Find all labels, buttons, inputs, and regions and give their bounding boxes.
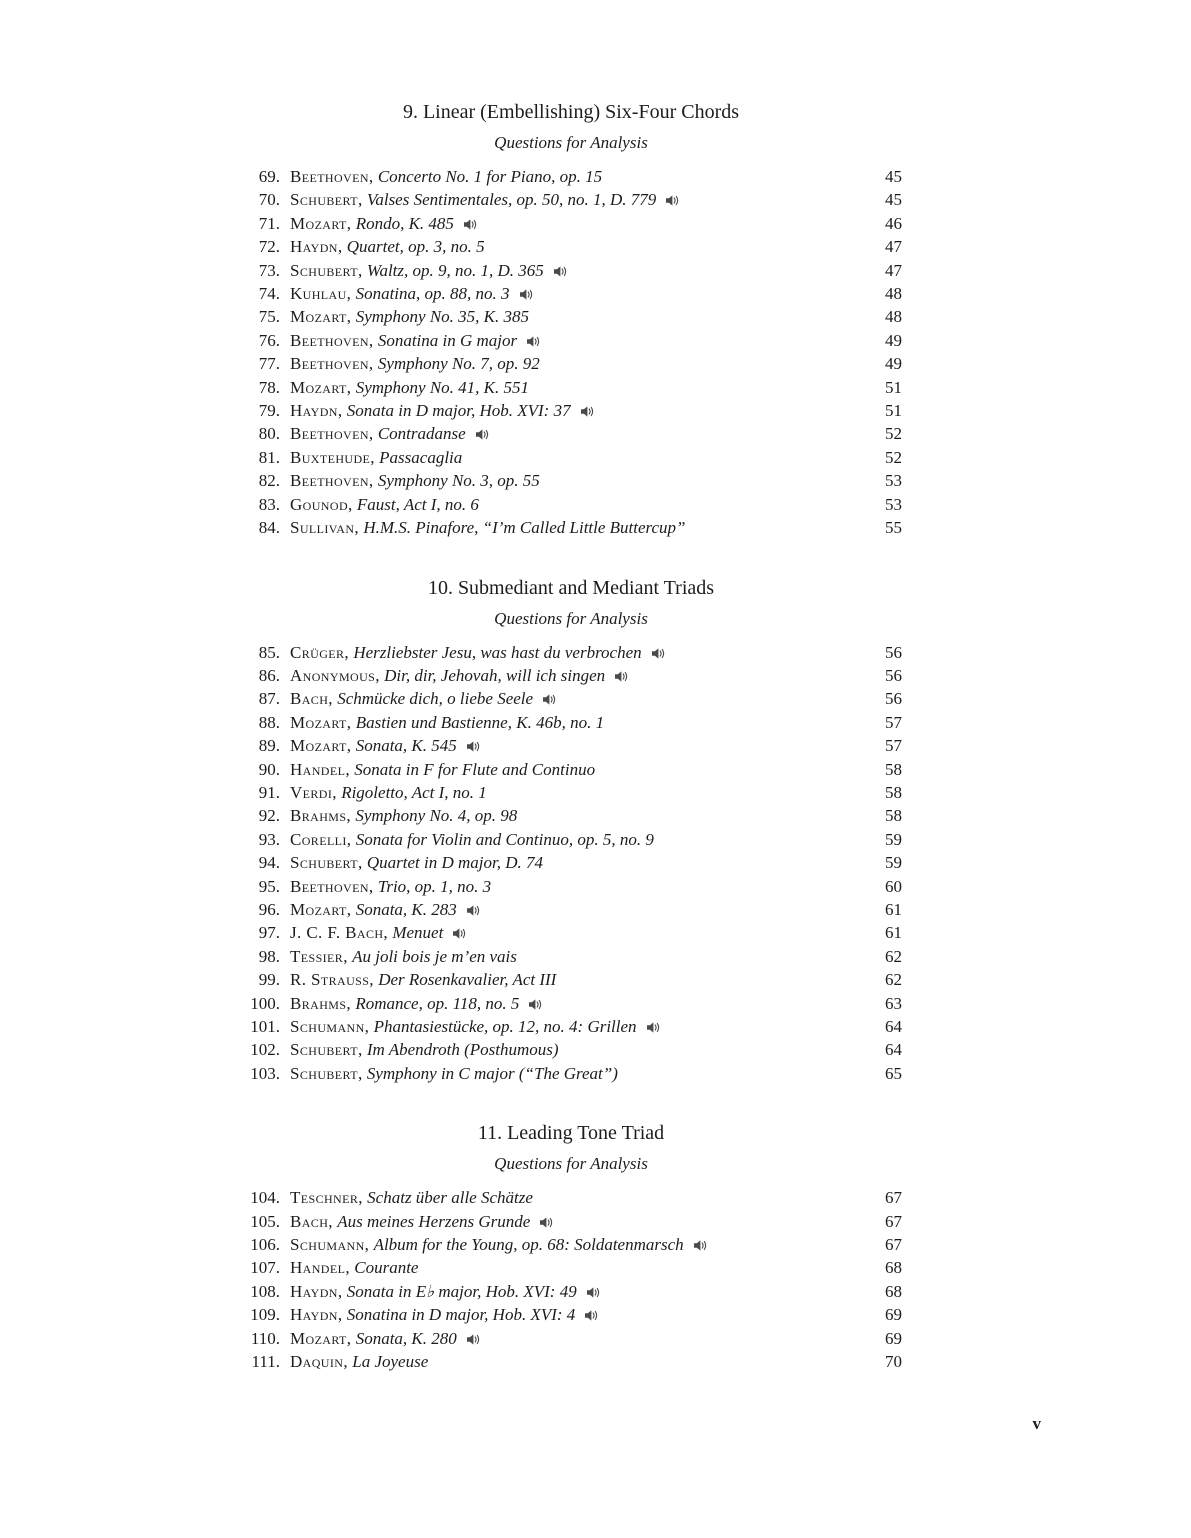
entry-number: 104. xyxy=(250,1188,280,1208)
entry-page: 56 xyxy=(885,689,902,709)
toc-entry xyxy=(240,804,902,827)
entry-text xyxy=(290,898,870,921)
entry-composer: Haydn, xyxy=(290,1281,343,1301)
entry-composer: Bach, xyxy=(290,689,333,709)
section-subtitle: Questions for Analysis xyxy=(494,608,648,628)
entry-composer: Schubert, xyxy=(290,260,363,280)
entry-page: 56 xyxy=(885,642,902,662)
entry-title: Symphony No. 35, K. 385 xyxy=(355,307,529,327)
entry-title: Faust, Act I, no. 6 xyxy=(356,494,479,514)
entry-number: 89. xyxy=(258,736,280,756)
entry-page: 52 xyxy=(885,424,902,444)
entry-title: Valses Sentimentales, op. 50, no. 1, D. 779 xyxy=(366,190,657,210)
toc-entry xyxy=(240,898,902,921)
entry-title: Menuet xyxy=(392,923,444,943)
entry-page: 53 xyxy=(885,494,902,514)
entry-composer: Haydn, xyxy=(290,1305,343,1325)
entry-number: 93. xyxy=(258,829,280,849)
entry-text xyxy=(290,188,870,211)
entry-page: 51 xyxy=(885,401,902,421)
entry-number: 73. xyxy=(258,260,280,280)
toc-entry xyxy=(240,165,902,188)
entry-text xyxy=(290,641,870,664)
entry-page: 64 xyxy=(885,1040,902,1060)
toc-entry xyxy=(240,446,902,469)
entry-text xyxy=(290,687,870,710)
entry-number: 111. xyxy=(251,1352,280,1372)
entry-number: 108. xyxy=(250,1281,280,1301)
toc-entry xyxy=(240,422,902,445)
audio-icon xyxy=(529,992,543,1015)
entry-text xyxy=(290,1062,870,1085)
entry-title: Rondo, K. 485 xyxy=(355,213,454,233)
entry-number: 92. xyxy=(258,806,280,826)
entry-composer: Teschner, xyxy=(290,1188,363,1208)
entry-title: Sonata in D major, Hob. XVI: 37 xyxy=(346,401,571,421)
entry-composer: Handel, xyxy=(290,1258,350,1278)
entry-composer: Buxtehude, xyxy=(290,447,375,467)
entry-text xyxy=(290,945,870,968)
audio-icon xyxy=(464,212,478,235)
audio-icon xyxy=(666,188,680,211)
toc-entry xyxy=(240,758,902,781)
entry-number: 77. xyxy=(258,354,280,374)
entry-number: 72. xyxy=(258,237,280,257)
entry-title: Schmücke dich, o liebe Seele xyxy=(337,689,534,709)
entry-number: 80. xyxy=(258,424,280,444)
entry-number: 90. xyxy=(258,759,280,779)
entry-title: Au joli bois je m’en vais xyxy=(352,946,517,966)
entry-page: 52 xyxy=(885,447,902,467)
audio-icon xyxy=(647,1015,661,1038)
entry-text xyxy=(290,165,870,188)
entry-title: Passacaglia xyxy=(379,447,463,467)
entry-text xyxy=(290,422,870,445)
toc-sections xyxy=(240,100,902,1373)
entry-number: 99. xyxy=(258,970,280,990)
section-title: 9. Linear (Embellishing) Six-Four Chords xyxy=(402,101,740,123)
entry-composer: Schubert, xyxy=(290,1040,363,1060)
entry-composer: Mozart, xyxy=(290,1328,352,1348)
entry-page: 61 xyxy=(885,899,902,919)
entry-composer: Crüger, xyxy=(290,642,350,662)
entry-number: 84. xyxy=(258,518,280,538)
entry-text xyxy=(290,828,870,851)
entry-page: 56 xyxy=(885,665,902,685)
toc-entry xyxy=(240,1038,902,1061)
entry-composer: Schubert, xyxy=(290,853,363,873)
entry-composer: Beethoven, xyxy=(290,167,374,186)
toc-entry xyxy=(240,212,902,235)
entry-title: H.M.S. Pinafore, “I’m Called Little Buttercup” xyxy=(363,518,686,538)
toc-entry xyxy=(240,282,902,305)
entry-number: 91. xyxy=(258,782,280,802)
entry-number: 69. xyxy=(258,167,280,186)
section-title: 10. Submediant and Mediant Triads xyxy=(427,576,715,599)
entry-number: 98. xyxy=(258,946,280,966)
audio-icon xyxy=(587,1280,601,1303)
entry-text xyxy=(290,851,870,874)
toc-section xyxy=(240,100,902,540)
entry-page: 45 xyxy=(885,190,902,210)
entry-page: 55 xyxy=(885,518,902,538)
entry-title: Bastien und Bastienne, K. 46b, no. 1 xyxy=(355,712,605,732)
toc-entry xyxy=(240,1210,902,1233)
entry-number: 101. xyxy=(250,1017,280,1036)
entry-composer: Beethoven, xyxy=(290,876,374,896)
entry-text xyxy=(290,1280,870,1303)
entry-text xyxy=(290,469,870,492)
entry-page: 48 xyxy=(885,307,902,327)
entry-title: Album for the Young, op. 68: Soldatenmarsch xyxy=(373,1235,684,1255)
toc-entry xyxy=(240,259,902,282)
toc-entry xyxy=(240,469,902,492)
entry-composer: Beethoven, xyxy=(290,471,374,491)
entry-number: 100. xyxy=(250,993,280,1013)
toc-entry xyxy=(240,1256,902,1279)
toc-entry xyxy=(240,1062,902,1085)
entry-title: Symphony No. 41, K. 551 xyxy=(355,377,529,397)
entry-number: 78. xyxy=(258,377,280,397)
entry-page: 69 xyxy=(885,1328,902,1348)
entry-text xyxy=(290,968,870,991)
audio-icon xyxy=(585,1303,599,1326)
entry-text xyxy=(290,352,870,375)
entry-text xyxy=(290,781,870,804)
entry-text xyxy=(290,992,870,1015)
entry-page: 58 xyxy=(885,806,902,826)
audio-icon xyxy=(694,1233,708,1256)
entry-number: 83. xyxy=(258,494,280,514)
entry-page: 65 xyxy=(885,1063,902,1083)
toc-entry xyxy=(240,376,902,399)
audio-icon xyxy=(581,399,595,422)
audio-icon xyxy=(453,921,467,944)
entry-page: 57 xyxy=(885,736,902,756)
entry-number: 74. xyxy=(258,284,280,304)
entry-text xyxy=(290,921,870,944)
audio-icon xyxy=(615,664,629,687)
entry-composer: Mozart, xyxy=(290,712,352,732)
entry-title: Courante xyxy=(354,1258,419,1278)
footer-page-number: v xyxy=(1032,1414,1041,1433)
entry-composer: Sullivan, xyxy=(290,518,360,538)
toc-entry xyxy=(240,1233,902,1256)
toc-entry xyxy=(240,516,902,539)
entry-text xyxy=(290,1186,870,1209)
entry-title: Der Rosenkavalier, Act III xyxy=(378,970,557,990)
entry-composer: Mozart, xyxy=(290,213,352,233)
entry-title: Sonata in E♭ major, Hob. XVI: 49 xyxy=(346,1281,577,1301)
toc-entry xyxy=(240,305,902,328)
toc-section xyxy=(240,1121,902,1373)
entry-number: 82. xyxy=(258,471,280,491)
toc-entry xyxy=(240,734,902,757)
entry-text xyxy=(290,305,870,328)
entry-title: Im Abendroth (Posthumous) xyxy=(366,1040,559,1060)
entry-page: 64 xyxy=(885,1017,902,1036)
entry-page: 49 xyxy=(885,330,902,350)
entry-text xyxy=(290,235,870,258)
audio-icon xyxy=(652,641,666,664)
entry-title: Sonata, K. 283 xyxy=(355,899,457,919)
audio-icon xyxy=(540,1210,554,1233)
entry-title: La Joyeuse xyxy=(352,1352,429,1372)
entry-title: Sonata in F for Flute and Continuo xyxy=(354,759,596,779)
toc-entry xyxy=(240,828,902,851)
entry-title: Sonata, K. 280 xyxy=(355,1328,457,1348)
entry-text xyxy=(290,516,870,539)
entry-title: Dir, dir, Jehovah, will ich singen xyxy=(384,665,606,685)
entry-page: 67 xyxy=(885,1235,902,1255)
entry-composer: Verdi, xyxy=(290,782,337,802)
entry-number: 102. xyxy=(250,1040,280,1060)
audio-icon xyxy=(543,687,557,710)
entry-number: 87. xyxy=(258,689,280,709)
entry-page: 70 xyxy=(885,1352,902,1372)
entry-text xyxy=(290,875,870,898)
entry-composer: Daquin, xyxy=(290,1352,348,1372)
entry-text xyxy=(290,376,870,399)
entry-composer: Gounod, xyxy=(290,494,353,514)
toc-entry xyxy=(240,1327,902,1350)
entry-number: 107. xyxy=(250,1258,280,1278)
toc-entry xyxy=(240,1280,902,1303)
entry-title: Concerto No. 1 for Piano, op. 15 xyxy=(377,167,603,186)
entry-title: Symphony No. 3, op. 55 xyxy=(377,471,540,491)
toc-entry xyxy=(240,875,902,898)
audio-icon xyxy=(520,282,534,305)
entry-text xyxy=(290,758,870,781)
entry-text xyxy=(290,1327,870,1350)
entry-composer: Brahms, xyxy=(290,806,352,826)
entry-text xyxy=(290,1233,870,1256)
entry-title: Aus meines Herzens Grunde xyxy=(337,1211,531,1231)
toc-entry xyxy=(240,1186,902,1209)
entry-composer: Haydn, xyxy=(290,237,343,257)
entry-number: 94. xyxy=(258,853,280,873)
entry-page: 58 xyxy=(885,759,902,779)
entry-title: Phantasiestücke, op. 12, no. 4: Grillen xyxy=(373,1017,637,1036)
entry-title: Symphony in C major (“The Great”) xyxy=(366,1063,618,1083)
audio-icon xyxy=(527,329,541,352)
entry-title: Contradanse xyxy=(377,424,466,444)
toc-entry xyxy=(240,921,902,944)
toc-entry xyxy=(240,352,902,375)
entry-title: Quartet in D major, D. 74 xyxy=(366,853,543,873)
toc-entry xyxy=(240,1015,902,1038)
entry-page: 49 xyxy=(885,354,902,374)
entry-number: 105. xyxy=(250,1211,280,1231)
entry-page: 69 xyxy=(885,1305,902,1325)
audio-icon xyxy=(467,734,481,757)
entry-number: 70. xyxy=(258,190,280,210)
entry-text xyxy=(290,664,870,687)
section-subtitle: Questions for Analysis xyxy=(494,1154,648,1174)
entry-composer: Schumann, xyxy=(290,1235,370,1255)
section-entries xyxy=(240,641,902,1086)
entry-page: 45 xyxy=(885,167,902,186)
entry-title: Sonatina, op. 88, no. 3 xyxy=(355,284,510,304)
toc-entry xyxy=(240,235,902,258)
entry-composer: Handel, xyxy=(290,759,350,779)
toc-entry xyxy=(240,641,902,664)
entry-composer: J. C. F. Bach, xyxy=(290,923,389,943)
entry-number: 96. xyxy=(258,899,280,919)
entry-text xyxy=(290,493,870,516)
entry-page: 63 xyxy=(885,993,902,1013)
entry-page: 51 xyxy=(885,377,902,397)
entry-title: Trio, op. 1, no. 3 xyxy=(377,876,492,896)
entry-composer: Schubert, xyxy=(290,1063,363,1083)
entry-number: 109. xyxy=(250,1305,280,1325)
entry-page: 61 xyxy=(885,923,902,943)
entry-title: Romance, op. 118, no. 5 xyxy=(355,993,520,1013)
entry-number: 106. xyxy=(250,1235,280,1255)
entry-number: 85. xyxy=(258,642,280,662)
toc-entry xyxy=(240,493,902,516)
entry-number: 81. xyxy=(258,447,280,467)
entry-composer: Mozart, xyxy=(290,899,352,919)
entry-page: 47 xyxy=(885,260,902,280)
entry-composer: R. Strauss, xyxy=(290,970,374,990)
section-entries xyxy=(240,165,902,540)
toc-entry xyxy=(240,711,902,734)
audio-icon xyxy=(476,422,490,445)
entry-number: 88. xyxy=(258,712,280,732)
entry-text xyxy=(290,1210,870,1233)
entry-text xyxy=(290,329,870,352)
toc-entry xyxy=(240,945,902,968)
entry-page: 67 xyxy=(885,1211,902,1231)
toc-entry xyxy=(240,968,902,991)
entry-composer: Bach, xyxy=(290,1211,333,1231)
entry-title: Herzliebster Jesu, was hast du verbrochen xyxy=(353,642,642,662)
entry-page: 68 xyxy=(885,1258,902,1278)
entry-page: 59 xyxy=(885,829,902,849)
entry-number: 76. xyxy=(258,330,280,350)
entry-text xyxy=(290,1015,870,1038)
entry-composer: Brahms, xyxy=(290,993,352,1013)
entry-text xyxy=(290,259,870,282)
entry-text xyxy=(290,1350,870,1373)
entry-composer: Mozart, xyxy=(290,736,352,756)
entry-composer: Schubert, xyxy=(290,190,363,210)
entry-number: 110. xyxy=(250,1328,280,1348)
entry-page: 67 xyxy=(885,1188,902,1208)
toc-entry xyxy=(240,851,902,874)
entry-title: Schatz über alle Schätze xyxy=(367,1188,533,1208)
entry-number: 97. xyxy=(258,923,280,943)
toc-entry xyxy=(240,1350,902,1373)
entry-composer: Beethoven, xyxy=(290,354,374,374)
entry-number: 103. xyxy=(250,1063,280,1083)
entry-text xyxy=(290,1038,870,1061)
entry-page: 47 xyxy=(885,237,902,257)
entry-title: Sonatina in G major xyxy=(377,330,518,350)
entry-title: Rigoletto, Act I, no. 1 xyxy=(341,782,487,802)
audio-icon xyxy=(554,259,568,282)
toc-entry xyxy=(240,1303,902,1326)
entry-text xyxy=(290,1303,870,1326)
entry-page: 62 xyxy=(885,946,902,966)
toc-entry xyxy=(240,687,902,710)
entry-composer: Beethoven, xyxy=(290,424,374,444)
entry-title: Sonata for Violin and Continuo, op. 5, no. 9 xyxy=(355,829,654,849)
entry-page: 48 xyxy=(885,284,902,304)
toc-entry xyxy=(240,781,902,804)
entry-title: Sonata, K. 545 xyxy=(355,736,457,756)
entry-composer: Anonymous, xyxy=(290,665,380,685)
entry-number: 79. xyxy=(258,401,280,421)
entry-text xyxy=(290,282,870,305)
toc-section xyxy=(240,576,902,1086)
entry-title: Symphony No. 4, op. 98 xyxy=(355,806,518,826)
audio-icon xyxy=(467,1327,481,1350)
entry-page: 59 xyxy=(885,853,902,873)
entry-text xyxy=(290,212,870,235)
toc-entry xyxy=(240,329,902,352)
entry-text xyxy=(290,399,870,422)
entry-page: 62 xyxy=(885,970,902,990)
entry-page: 68 xyxy=(885,1281,902,1301)
entry-composer: Corelli, xyxy=(290,829,352,849)
entry-title: Symphony No. 7, op. 92 xyxy=(377,354,540,374)
entry-text xyxy=(290,804,870,827)
toc-entry xyxy=(240,399,902,422)
entry-composer: Haydn, xyxy=(290,401,343,421)
entry-number: 95. xyxy=(258,876,280,896)
entry-number: 86. xyxy=(258,665,280,685)
toc-entry xyxy=(240,664,902,687)
section-subtitle: Questions for Analysis xyxy=(494,133,648,152)
entry-composer: Mozart, xyxy=(290,377,352,397)
entry-composer: Tessier, xyxy=(290,946,348,966)
entry-page: 53 xyxy=(885,471,902,491)
section-title: 11. Leading Tone Triad xyxy=(477,1122,665,1145)
entry-title: Waltz, op. 9, no. 1, D. 365 xyxy=(366,260,544,280)
entry-composer: Kuhlau, xyxy=(290,284,352,304)
entry-page: 60 xyxy=(885,876,902,896)
entry-page: 57 xyxy=(885,712,902,732)
entry-page: 58 xyxy=(885,782,902,802)
entry-text xyxy=(290,734,870,757)
audio-icon xyxy=(467,898,481,921)
section-entries xyxy=(240,1186,902,1373)
entry-text xyxy=(290,1256,870,1279)
entry-composer: Mozart, xyxy=(290,307,352,327)
entry-title: Sonatina in D major, Hob. XVI: 4 xyxy=(346,1305,576,1325)
entry-number: 75. xyxy=(258,307,280,327)
toc-entry xyxy=(240,188,902,211)
entry-title: Quartet, op. 3, no. 5 xyxy=(346,237,485,257)
entry-composer: Beethoven, xyxy=(290,330,374,350)
toc-entry xyxy=(240,992,902,1015)
entry-text xyxy=(290,711,870,734)
entry-page: 46 xyxy=(885,213,902,233)
entry-number: 71. xyxy=(258,213,280,233)
entry-text xyxy=(290,446,870,469)
entry-composer: Schumann, xyxy=(290,1017,370,1036)
table-of-contents xyxy=(240,100,902,1403)
